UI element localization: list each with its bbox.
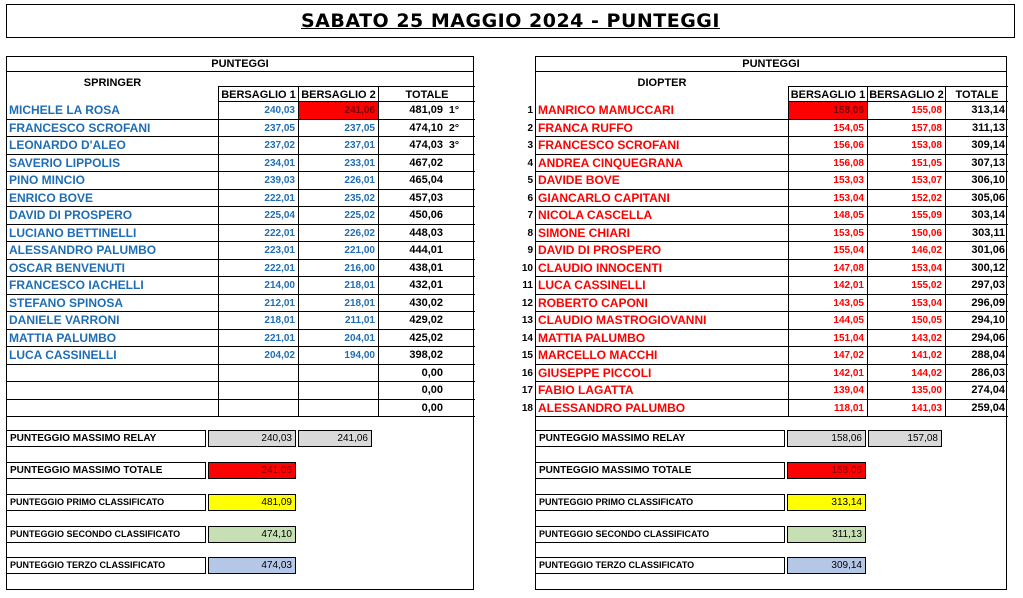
diopter-table-row: [527, 120, 1008, 138]
diopter-col-bersaglio1: BERSAGLIO 1: [788, 86, 867, 102]
springer-category: SPRINGER: [83, 77, 142, 89]
springer-bersaglio1-value: [218, 400, 298, 417]
springer-max-total-label: PUNTEGGIO MASSIMO TOTALE: [6, 462, 206, 479]
diopter-table-row: [527, 242, 1008, 260]
diopter-total-value: 300,12: [945, 260, 1008, 277]
springer-first-label: PUNTEGGIO PRIMO CLASSIFICATO: [6, 494, 206, 511]
springer-col-bersaglio1: BERSAGLIO 1: [218, 86, 298, 102]
springer-total-value: 444,01: [378, 242, 446, 259]
diopter-total-value: 274,04: [945, 382, 1008, 399]
springer-bersaglio1-value: [218, 382, 298, 399]
springer-table-row: [7, 190, 475, 208]
diopter-bersaglio2-value: 151,05: [867, 155, 945, 172]
springer-table-row: [7, 365, 475, 383]
springer-table-row: [7, 330, 475, 348]
springer-athlete-name: FRANCESCO SCROFANI: [9, 120, 151, 135]
diopter-row-number: 6: [527, 192, 533, 204]
diopter-table-row: [521, 382, 1008, 400]
springer-table-row: [7, 102, 475, 120]
springer-table-row: [7, 277, 475, 295]
springer-bersaglio2-value: [298, 400, 378, 417]
springer-athlete-name: [7, 365, 218, 382]
springer-bersaglio2-value: 226,01: [298, 172, 378, 189]
diopter-athlete-name: FABIO LAGATTA: [538, 383, 634, 397]
diopter-table-row: [521, 312, 1008, 330]
springer-bersaglio1-value: 212,01: [218, 295, 298, 312]
diopter-first-label: PUNTEGGIO PRIMO CLASSIFICATO: [535, 494, 785, 511]
springer-bersaglio1-value: 225,04: [218, 207, 298, 224]
diopter-bersaglio1-value: 156,06: [788, 137, 867, 154]
springer-relay-label: PUNTEGGIO MASSIMO RELAY: [6, 430, 206, 447]
springer-total-value: 432,01: [378, 277, 446, 294]
diopter-category: DIOPTER: [637, 77, 687, 89]
springer-athlete-name: OSCAR BENVENUTI: [9, 260, 126, 275]
springer-total-value: 430,02: [378, 295, 446, 312]
springer-table-row: [7, 120, 475, 138]
diopter-bersaglio1-value: 156,08: [788, 155, 867, 172]
diopter-total-value: 303,14: [945, 207, 1008, 224]
springer-bersaglio1-value: 240,03: [218, 102, 298, 119]
diopter-table-row: [527, 207, 1008, 225]
diopter-row-number: 1: [527, 105, 533, 116]
diopter-total-value: 301,06: [945, 242, 1008, 259]
diopter-bersaglio2-value: 152,02: [867, 190, 945, 207]
springer-bersaglio1-value: 237,05: [218, 120, 298, 137]
springer-total-value: 474,03: [378, 137, 446, 154]
diopter-total-value: 307,13: [945, 155, 1008, 172]
diopter-table-row: [527, 155, 1008, 173]
springer-first: 481,09: [208, 494, 296, 511]
diopter-bersaglio1-value: 154,05: [788, 120, 867, 137]
springer-total-value: 457,03: [378, 190, 446, 207]
springer-col-bersaglio2: BERSAGLIO 2: [298, 86, 378, 102]
diopter-row-number: 17: [521, 385, 533, 396]
springer-bersaglio1-value: 222,01: [218, 190, 298, 207]
diopter-bersaglio1-value: 153,05: [788, 225, 867, 242]
springer-total-value: 450,06: [378, 207, 446, 224]
diopter-table-row: [521, 365, 1008, 383]
springer-athlete-name: [7, 382, 218, 399]
springer-bersaglio1-value: 222,01: [218, 225, 298, 242]
springer-total-value: 429,02: [378, 312, 446, 329]
diopter-row-number: 2: [527, 122, 533, 134]
diopter-row-number: 8: [527, 227, 533, 239]
springer-bersaglio1-value: 214,00: [218, 277, 298, 294]
diopter-max-total-label: PUNTEGGIO MASSIMO TOTALE: [535, 462, 785, 479]
diopter-row-number: 12: [521, 297, 533, 309]
diopter-bersaglio1-value: 139,04: [788, 382, 867, 399]
diopter-athlete-name: FRANCA RUFFO: [538, 120, 633, 135]
diopter-table-row: [521, 295, 1008, 313]
diopter-bersaglio2-value: 153,07: [867, 172, 945, 189]
springer-second: 474,10: [208, 526, 296, 543]
diopter-total-value: 311,13: [945, 120, 1008, 137]
springer-bersaglio2-value: 221,00: [298, 242, 378, 259]
diopter-table-row: [527, 225, 1008, 243]
springer-bersaglio2-value: 216,00: [298, 260, 378, 277]
diopter-row-number: 16: [521, 367, 533, 379]
springer-bersaglio2-value: 218,01: [298, 295, 378, 312]
diopter-athlete-name: MATTIA PALUMBO: [538, 330, 646, 345]
springer-athlete-name: LUCIANO BETTINELLI: [9, 225, 137, 240]
diopter-bersaglio2-value: 150,05: [867, 312, 945, 329]
springer-position-label: 2°: [449, 121, 460, 134]
springer-bersaglio2-value: 241,06: [298, 102, 378, 119]
springer-table-row: [7, 347, 475, 365]
springer-bersaglio1-value: 239,03: [218, 172, 298, 189]
springer-bersaglio2-value: 211,01: [298, 312, 378, 329]
diopter-total-value: 305,06: [945, 190, 1008, 207]
springer-relay-b1: 240,03: [208, 430, 296, 447]
diopter-relay-label: PUNTEGGIO MASSIMO RELAY: [535, 430, 785, 447]
springer-header: PUNTEGGI: [7, 57, 473, 72]
diopter-total-value: 313,14: [945, 102, 1008, 119]
diopter-athlete-name: LUCA CASSINELLI: [538, 278, 646, 292]
diopter-table-row: [521, 330, 1008, 348]
springer-athlete-name: FRANCESCO IACHELLI: [9, 278, 144, 292]
springer-third: 474,03: [208, 557, 296, 574]
springer-total-value: 438,01: [378, 260, 446, 277]
diopter-athlete-name: ROBERTO CAPONI: [538, 295, 648, 310]
diopter-bersaglio2-value: 155,09: [867, 207, 945, 224]
springer-athlete-name: LUCA CASSINELLI: [9, 348, 117, 362]
diopter-bersaglio2-value: 150,06: [867, 225, 945, 242]
diopter-row-number: 15: [521, 350, 533, 361]
springer-athlete-name: MICHELE LA ROSA: [9, 103, 120, 117]
springer-total-value: 0,00: [378, 365, 446, 382]
diopter-bersaglio2-value: 141,03: [867, 400, 945, 417]
diopter-bersaglio1-value: 153,03: [788, 172, 867, 189]
diopter-athlete-name: DAVIDE BOVE: [538, 173, 620, 187]
diopter-relay-b2: 157,08: [868, 430, 942, 447]
diopter-total-value: 294,06: [945, 330, 1008, 347]
springer-bersaglio2-value: 226,02: [298, 225, 378, 242]
diopter-bersaglio1-value: 151,04: [788, 330, 867, 347]
springer-total-value: 465,04: [378, 172, 446, 189]
springer-table-row: [7, 207, 475, 225]
diopter-athlete-name: NICOLA CASCELLA: [538, 208, 653, 222]
diopter-third-label: PUNTEGGIO TERZO CLASSIFICATO: [535, 557, 785, 574]
springer-bersaglio1-value: 237,02: [218, 137, 298, 154]
springer-athlete-name: DANIELE VARRONI: [9, 313, 120, 327]
springer-third-label: PUNTEGGIO TERZO CLASSIFICATO: [6, 557, 206, 574]
springer-athlete-name: MATTIA PALUMBO: [9, 330, 117, 345]
springer-table-row: [7, 382, 475, 400]
springer-bersaglio2-value: [298, 365, 378, 382]
diopter-second-label: PUNTEGGIO SECONDO CLASSIFICATO: [535, 526, 785, 543]
diopter-total-value: 306,10: [945, 172, 1008, 189]
diopter-bersaglio2-value: 141,02: [867, 347, 945, 364]
diopter-relay-b1: 158,06: [787, 430, 866, 447]
diopter-athlete-name: CLAUDIO MASTROGIOVANNI: [538, 313, 707, 327]
diopter-max-total: 158,06: [787, 462, 866, 479]
diopter-bersaglio2-value: 155,08: [867, 102, 945, 119]
springer-bersaglio2-value: 204,01: [298, 330, 378, 347]
diopter-bersaglio1-value: 155,04: [788, 242, 867, 259]
springer-bersaglio2-value: 237,05: [298, 120, 378, 137]
diopter-bersaglio2-value: 153,04: [867, 260, 945, 277]
springer-max-total: 241,06: [208, 462, 296, 479]
diopter-bersaglio1-value: 144,05: [788, 312, 867, 329]
springer-total-value: 0,00: [378, 382, 446, 399]
diopter-row-number: 3: [527, 140, 533, 151]
diopter-athlete-name: ALESSANDRO PALUMBO: [538, 400, 686, 415]
diopter-row-number: 13: [521, 315, 533, 326]
diopter-bersaglio2-value: 146,02: [867, 242, 945, 259]
diopter-bersaglio1-value: 142,01: [788, 277, 867, 294]
diopter-total-value: 294,10: [945, 312, 1008, 329]
springer-athlete-name: PINO MINCIO: [9, 173, 86, 187]
diopter-bersaglio2-value: 153,04: [867, 295, 945, 312]
springer-position-label: 3°: [449, 139, 460, 151]
diopter-total-value: 286,03: [945, 365, 1008, 382]
diopter-table-row: [527, 137, 1008, 155]
springer-athlete-name: [7, 400, 218, 417]
springer-total-value: 481,09: [378, 102, 446, 119]
diopter-athlete-name: GIUSEPPE PICCOLI: [538, 365, 652, 380]
springer-position-label: 1°: [449, 104, 460, 116]
diopter-table-row: [527, 190, 1008, 208]
diopter-total-value: 296,09: [945, 295, 1008, 312]
diopter-col-bersaglio2: BERSAGLIO 2: [867, 86, 945, 102]
diopter-bersaglio1-value: 147,02: [788, 347, 867, 364]
diopter-row-number: 18: [521, 402, 533, 414]
springer-table-row: [7, 295, 475, 313]
diopter-row-number: 14: [521, 332, 533, 344]
springer-athlete-name: ALESSANDRO PALUMBO: [9, 243, 157, 257]
springer-table-row: [7, 260, 475, 278]
diopter-table-row: [527, 102, 1008, 120]
springer-total-value: 474,10: [378, 120, 446, 137]
diopter-total-value: 288,04: [945, 347, 1008, 364]
diopter-athlete-name: ANDREA CINQUEGRANA: [538, 155, 683, 170]
diopter-bersaglio1-value: 142,01: [788, 365, 867, 382]
diopter-row-number: 11: [522, 280, 533, 291]
springer-bersaglio2-value: 235,02: [298, 190, 378, 207]
springer-bersaglio2-value: 218,01: [298, 277, 378, 294]
diopter-athlete-name: FRANCESCO SCROFANI: [538, 138, 680, 152]
diopter-bersaglio1-value: 158,06: [788, 102, 867, 119]
springer-bersaglio1-value: 221,01: [218, 330, 298, 347]
page-title: SABATO 25 MAGGIO 2024 - PUNTEGGI: [6, 4, 1015, 38]
diopter-athlete-name: DAVID DI PROSPERO: [538, 243, 662, 257]
diopter-total-value: 309,14: [945, 137, 1008, 154]
springer-bersaglio1-value: [218, 365, 298, 382]
springer-bersaglio2-value: 237,01: [298, 137, 378, 154]
springer-athlete-name: DAVID DI PROSPERO: [9, 208, 133, 222]
springer-table-row: [7, 312, 475, 330]
springer-bersaglio1-value: 204,02: [218, 347, 298, 364]
springer-bersaglio2-value: 233,01: [298, 155, 378, 172]
springer-athlete-name: SAVERIO LIPPOLIS: [9, 155, 121, 170]
diopter-athlete-name: CLAUDIO INNOCENTI: [538, 260, 662, 275]
springer-col-totale: TOTALE: [378, 86, 475, 102]
diopter-bersaglio1-value: 153,04: [788, 190, 867, 207]
springer-bersaglio1-value: 218,01: [218, 312, 298, 329]
diopter-bersaglio2-value: 157,08: [867, 120, 945, 137]
springer-total-value: 448,03: [378, 225, 446, 242]
springer-table-row: [7, 400, 475, 418]
diopter-total-value: 259,04: [945, 400, 1008, 417]
diopter-row-number: 9: [527, 245, 533, 256]
diopter-row-number: 4: [527, 157, 533, 169]
diopter-total-value: 297,03: [945, 277, 1008, 294]
diopter-table-row: [527, 172, 1008, 190]
springer-table-row: [7, 137, 475, 155]
springer-bersaglio1-value: 234,01: [218, 155, 298, 172]
springer-table-row: [7, 225, 475, 243]
diopter-header: PUNTEGGI: [536, 57, 1006, 72]
diopter-bersaglio1-value: 147,08: [788, 260, 867, 277]
diopter-bersaglio2-value: 144,02: [867, 365, 945, 382]
springer-table-row: [7, 155, 475, 173]
diopter-third: 309,14: [787, 557, 866, 574]
springer-bersaglio1-value: 222,01: [218, 260, 298, 277]
springer-total-value: 0,00: [378, 400, 446, 417]
springer-bersaglio2-value: 194,00: [298, 347, 378, 364]
diopter-bersaglio2-value: 143,02: [867, 330, 945, 347]
diopter-bersaglio1-value: 143,05: [788, 295, 867, 312]
diopter-row-number: 7: [527, 210, 533, 221]
diopter-athlete-name: MARCELLO MACCHI: [538, 348, 658, 362]
diopter-col-totale: TOTALE: [945, 86, 1008, 102]
diopter-row-number: 10: [521, 262, 533, 274]
springer-athlete-name: LEONARDO D'ALEO: [9, 138, 126, 152]
springer-second-label: PUNTEGGIO SECONDO CLASSIFICATO: [6, 526, 206, 543]
springer-table-row: [7, 242, 475, 260]
springer-total-value: 467,02: [378, 155, 446, 172]
springer-table-row: [7, 172, 475, 190]
springer-bersaglio2-value: 225,02: [298, 207, 378, 224]
diopter-athlete-name: GIANCARLO CAPITANI: [538, 190, 670, 205]
diopter-bersaglio1-value: 148,05: [788, 207, 867, 224]
springer-bersaglio2-value: [298, 382, 378, 399]
springer-total-value: 398,02: [378, 347, 446, 364]
diopter-bersaglio2-value: 153,08: [867, 137, 945, 154]
diopter-table-row: [521, 260, 1008, 278]
springer-relay-b2: 241,06: [298, 430, 372, 447]
diopter-total-value: 303,11: [945, 225, 1008, 242]
diopter-athlete-name: MANRICO MAMUCCARI: [538, 103, 674, 117]
diopter-bersaglio2-value: 155,02: [867, 277, 945, 294]
diopter-bersaglio2-value: 135,00: [867, 382, 945, 399]
diopter-table-row: [521, 347, 1008, 365]
diopter-table-row: [522, 277, 1008, 295]
diopter-second: 311,13: [787, 526, 866, 543]
diopter-bersaglio1-value: 118,01: [788, 400, 867, 417]
diopter-row-number: 5: [527, 175, 533, 186]
diopter-athlete-name: SIMONE CHIARI: [538, 225, 631, 240]
springer-athlete-name: STEFANO SPINOSA: [9, 295, 124, 310]
springer-bersaglio1-value: 223,01: [218, 242, 298, 259]
diopter-first: 313,14: [787, 494, 866, 511]
springer-athlete-name: ENRICO BOVE: [9, 190, 94, 205]
springer-total-value: 425,02: [378, 330, 446, 347]
diopter-table-row: [521, 400, 1008, 418]
